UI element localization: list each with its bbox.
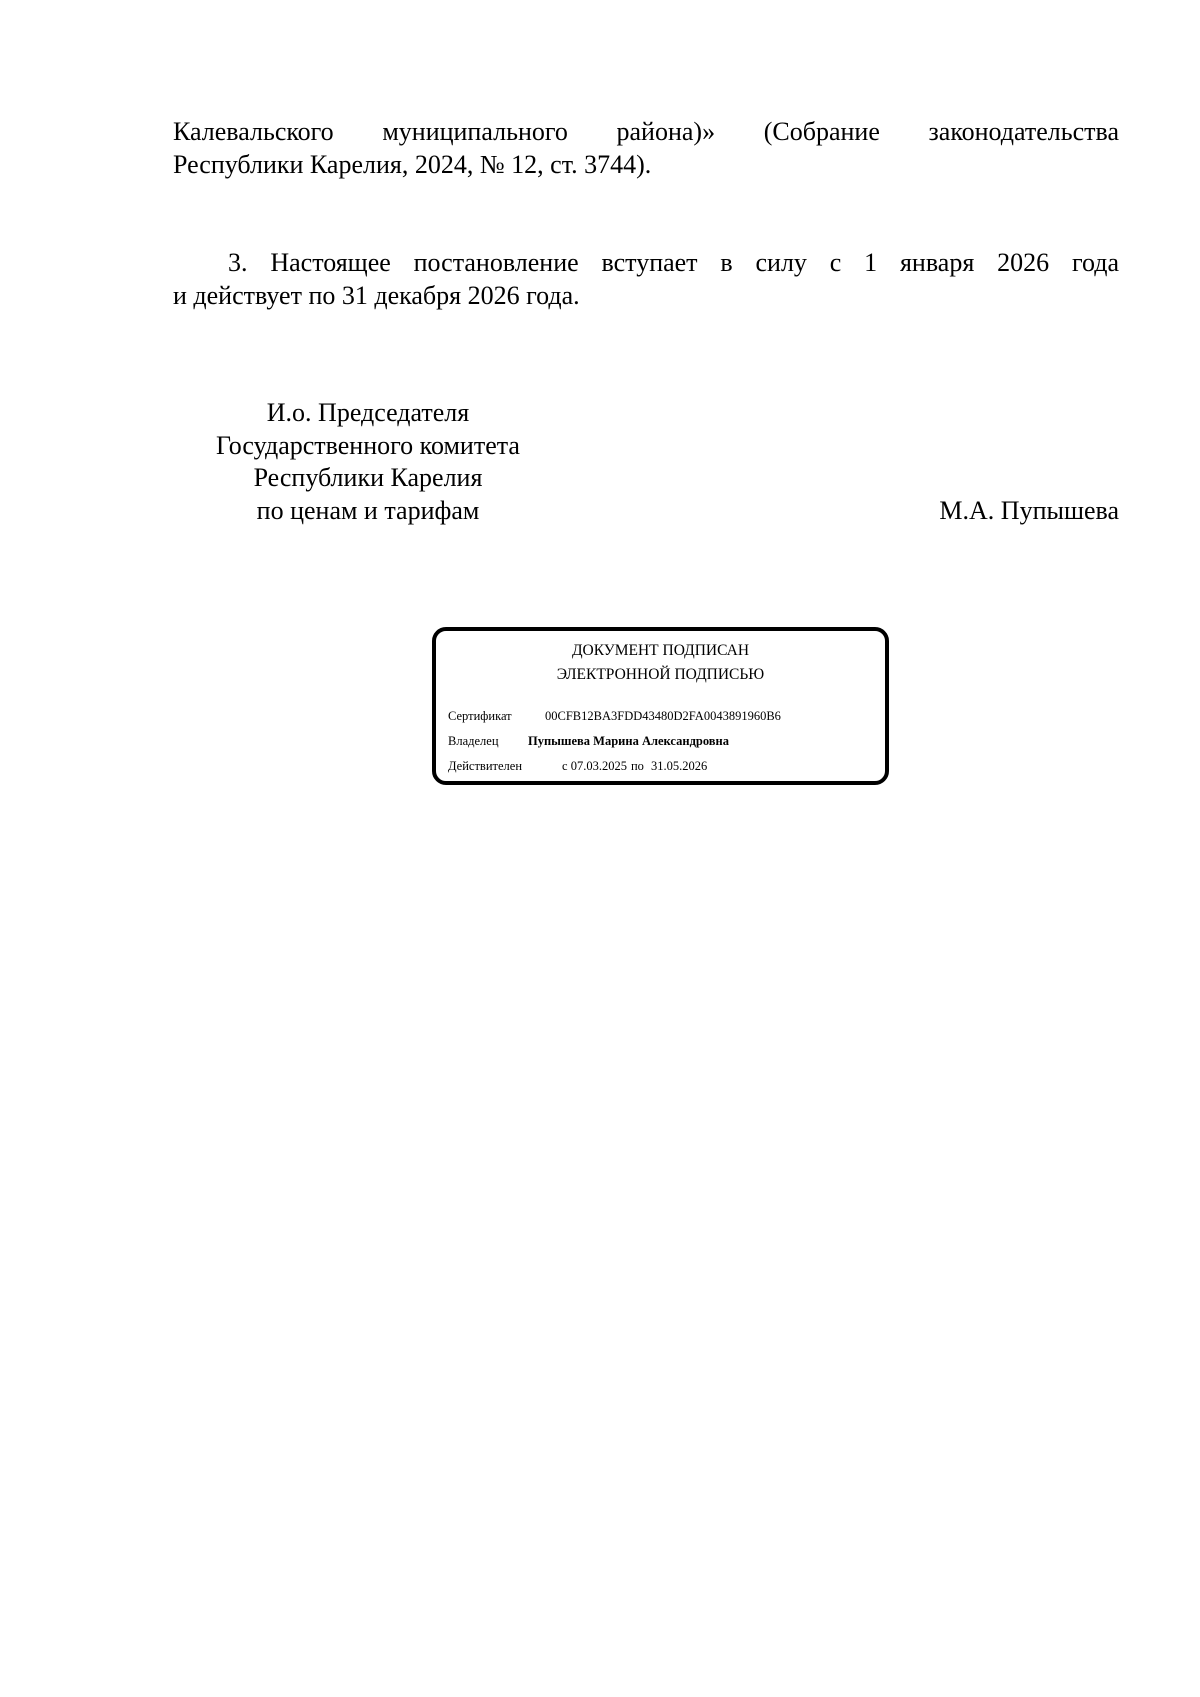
paragraph-effective-date [173,247,1119,312]
validity-label: Действителен [448,759,523,773]
valid-to-prefix: по [630,759,644,773]
paragraph-citation [173,116,1119,181]
signatory-title [173,397,563,527]
certificate-label: Сертификат [448,709,512,723]
certificate-value: 00CFB12BA3FDD43480D2FA0043891960B6 [545,709,781,723]
valid-from-prefix: с [562,759,568,773]
signatory-title-line: И.о. Председателя [266,398,470,427]
electronic-signature-stamp [432,627,889,785]
stamp-owner-row [448,732,729,750]
valid-to-date: 31.05.2026 [651,759,708,773]
stamp-certificate-row [448,707,781,725]
paragraph-line: Республики Карелия, 2024, № 12, ст. 3744). [173,149,652,179]
owner-value: Пупышева Марина Александровна [528,734,729,748]
valid-from-date: 07.03.2025 [570,759,627,773]
signatory-title-line: по ценам и тарифам [256,495,480,525]
signatory-title-line: Государственного комитета [216,430,520,460]
signatory-title-line: Республики Карелия [253,463,483,492]
signatory-name: М.А. Пупышева [939,496,1119,525]
stamp-validity-row [448,757,707,775]
stamp-heading: ДОКУМЕНТ ПОДПИСАН [571,642,750,659]
paragraph-line: Калевальского муниципального района)» (Собрание законодательства [173,117,1119,146]
owner-label: Владелец [448,734,499,748]
paragraph-line: и действует по 31 декабря 2026 года. [173,280,580,310]
paragraph-line: 3. Настоящее постановление вступает в силу с 1 января 2026 года [228,248,1119,277]
stamp-heading: ЭЛЕКТРОННОЙ ПОДПИСЬЮ [556,666,765,683]
